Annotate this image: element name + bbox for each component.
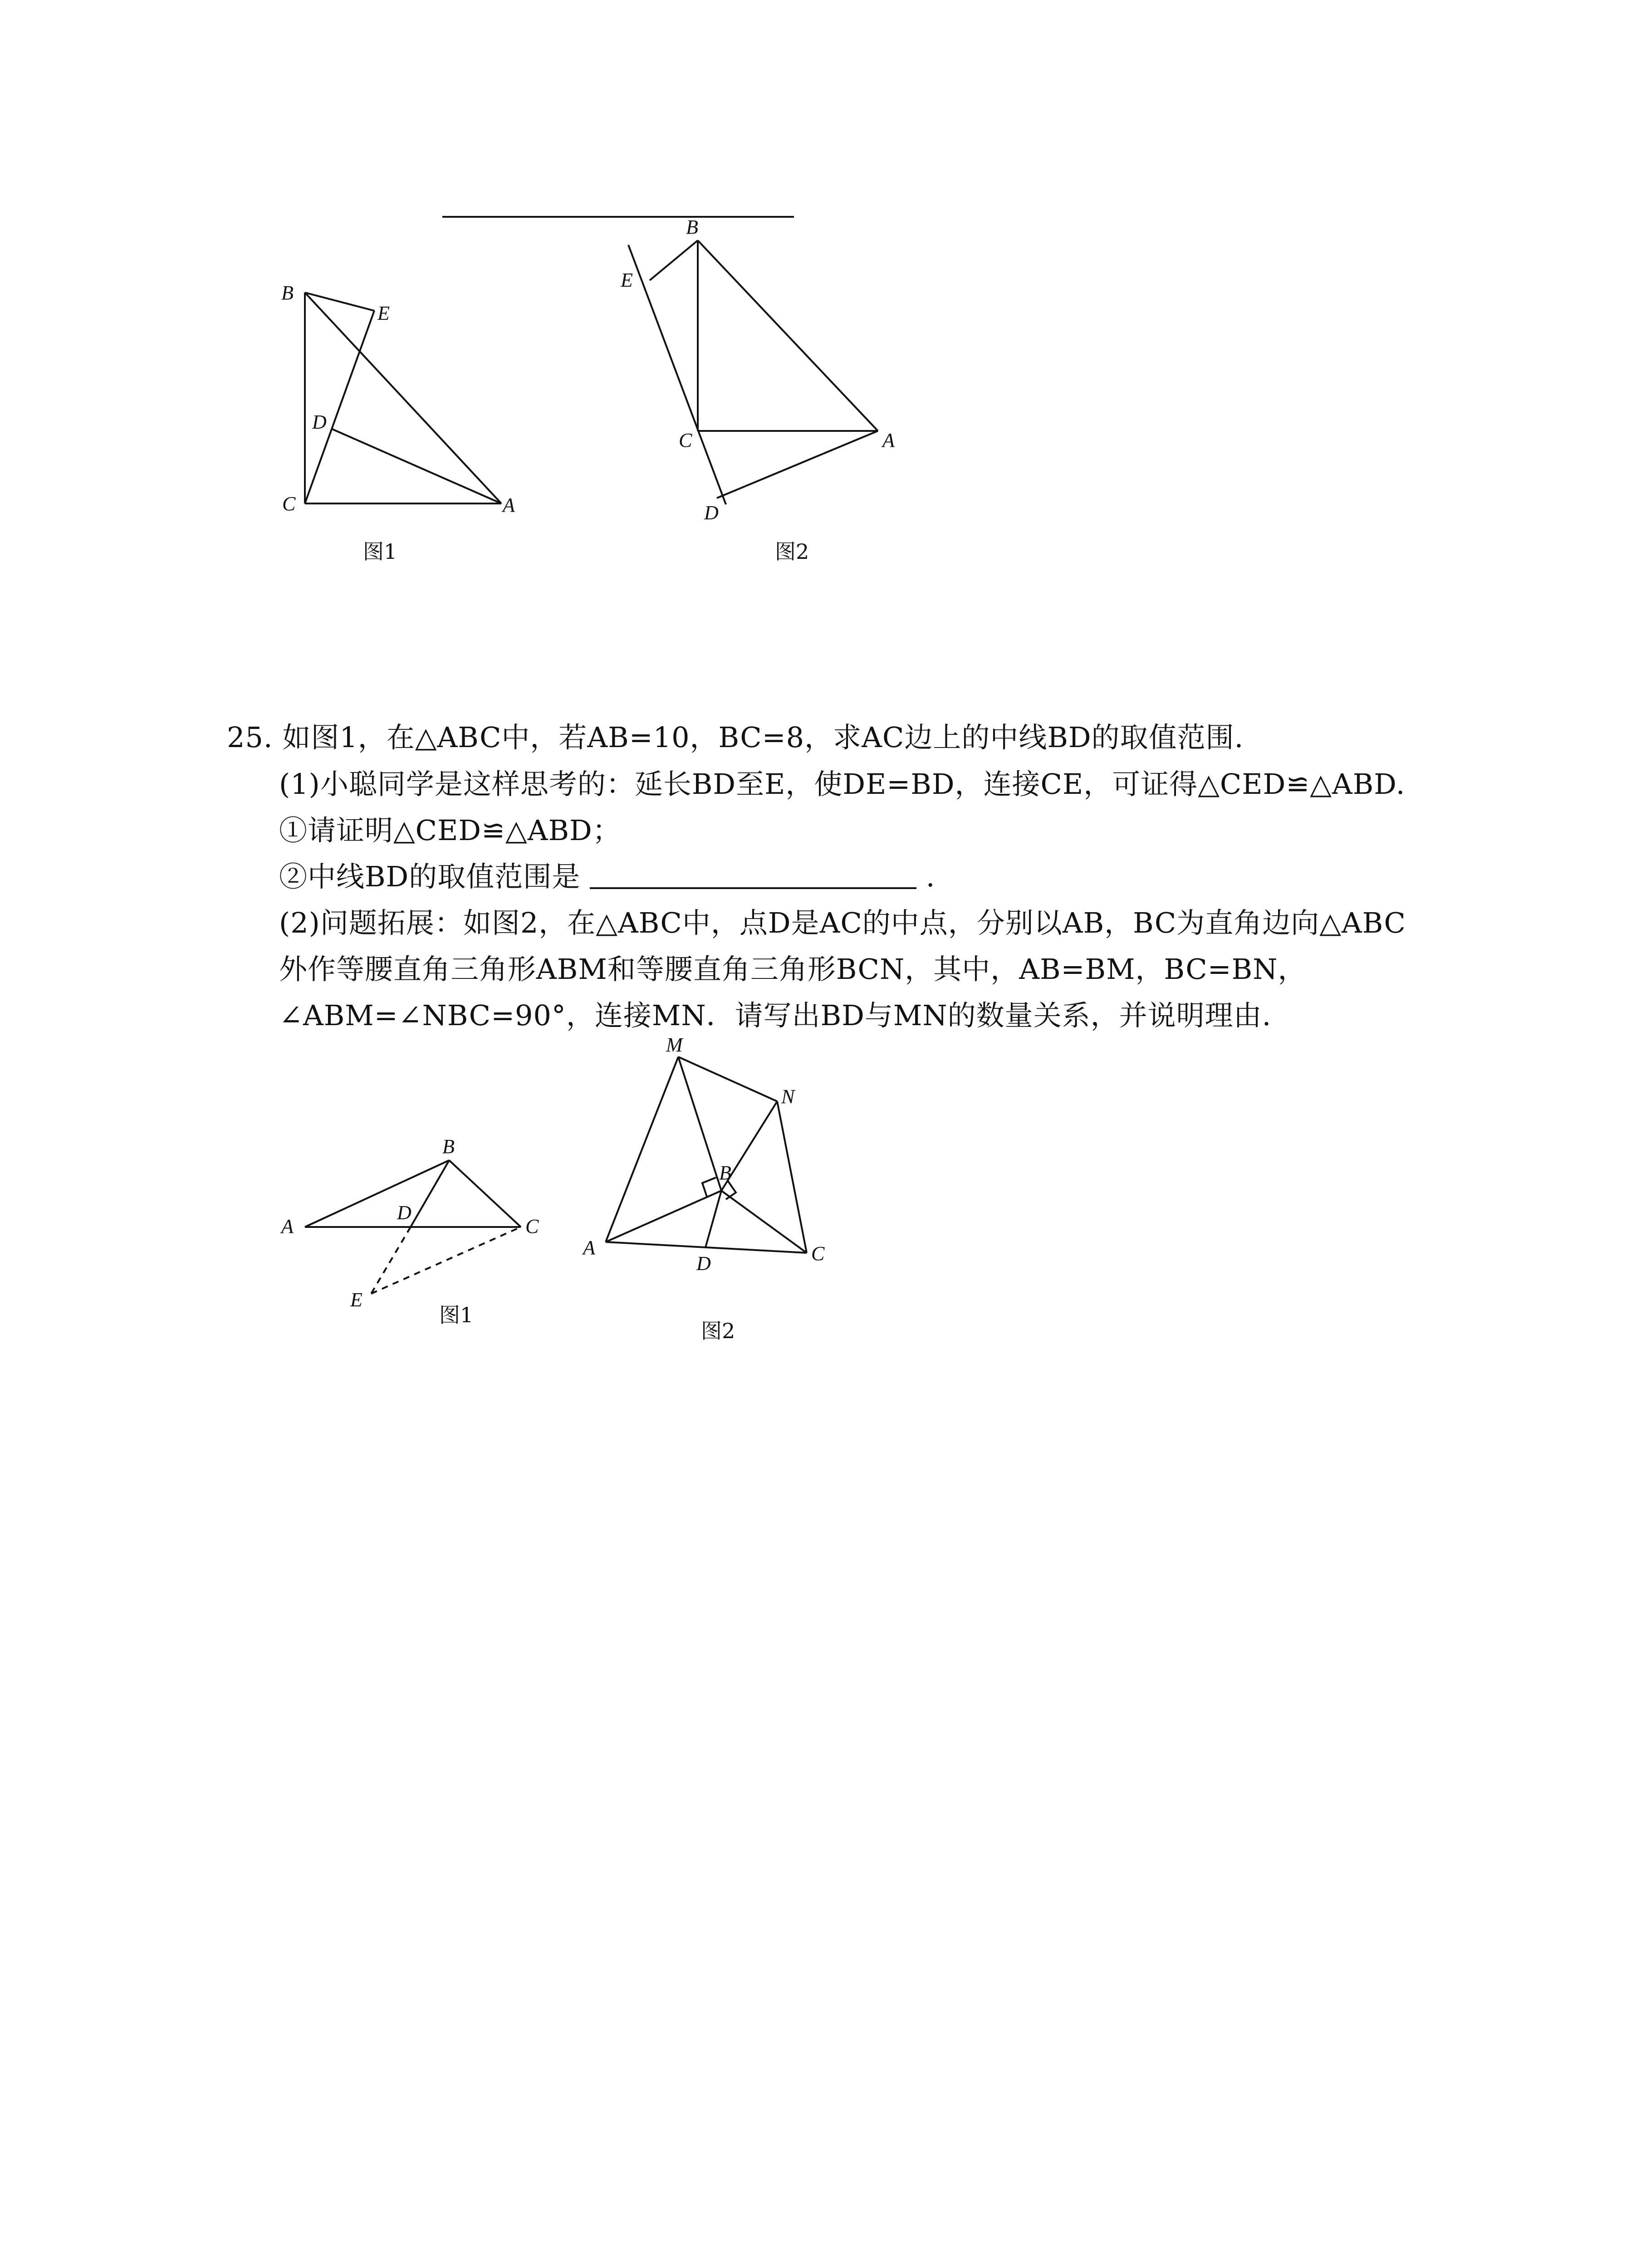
top-fig2-label-B: B [686,216,698,238]
bottom-fig1-caption: 图1 [439,1303,474,1327]
top-fig1-caption: 图1 [363,539,397,564]
top-fig2-label-D: D [704,502,719,524]
bottom-fig2-label-M: M [666,1034,683,1056]
bottom-fig1-label-D: D [397,1202,411,1224]
bottom-fig2-label-B: B [719,1162,731,1184]
bottom-figure-1 [280,1135,539,1327]
bottom-fig2-label-D: D [696,1252,711,1275]
top-fig1-label-A: A [503,494,515,516]
question-stem: 如图1，在△ABC中，若AB=10，BC=8，求AC边上的中线BD的取值范围. [282,721,1244,754]
question-line-2: (1)小聪同学是这样思考的：延长BD至E，使DE=BD，连接CE，可证得△CED≌△ABD. [279,767,1406,801]
top-fig1-label-B: B [281,282,294,304]
bottom-fig1-label-C: C [525,1215,539,1237]
bottom-fig2-caption: 图2 [701,1319,735,1343]
bottom-fig2-label-C: C [811,1242,825,1265]
question-number: 25. [227,721,273,754]
bottom-figure-2 [582,1034,825,1343]
bottom-fig2-label-A: A [583,1237,595,1259]
question-line-3: ①请证明△CED≌△ABD； [279,814,621,847]
question-line-7: ∠ABM=∠NBC=90°，连接MN．请写出BD与MN的数量关系，并说明理由. [279,999,1272,1032]
top-fig2-label-C: C [679,429,692,451]
question-line-5: (2)问题拓展：如图2，在△ABC中，点D是AC的中点，分别以AB，BC为直角边向△ABC [279,906,1406,939]
bottom-fig1-label-B: B [442,1135,455,1158]
bottom-fig1-label-A: A [281,1215,294,1237]
question-line-4-prefix: ②中线BD的取值范围是 [279,860,581,893]
top-fig2-label-E: E [621,269,633,291]
top-fig1-label-E: E [377,302,390,324]
bottom-fig2-label-N: N [781,1085,795,1108]
top-fig2-caption: 图2 [775,539,809,564]
bottom-fig1-label-E: E [350,1289,362,1311]
top-fig2-label-A: A [882,429,895,451]
question-line-6: 外作等腰直角三角形ABM和等腰直角三角形BCN，其中，AB=BM，BC=BN， [279,953,1307,986]
question-line-4-suffix: . [926,860,936,893]
top-fig1-label-D: D [312,411,327,433]
top-fig1-label-C: C [282,493,296,515]
